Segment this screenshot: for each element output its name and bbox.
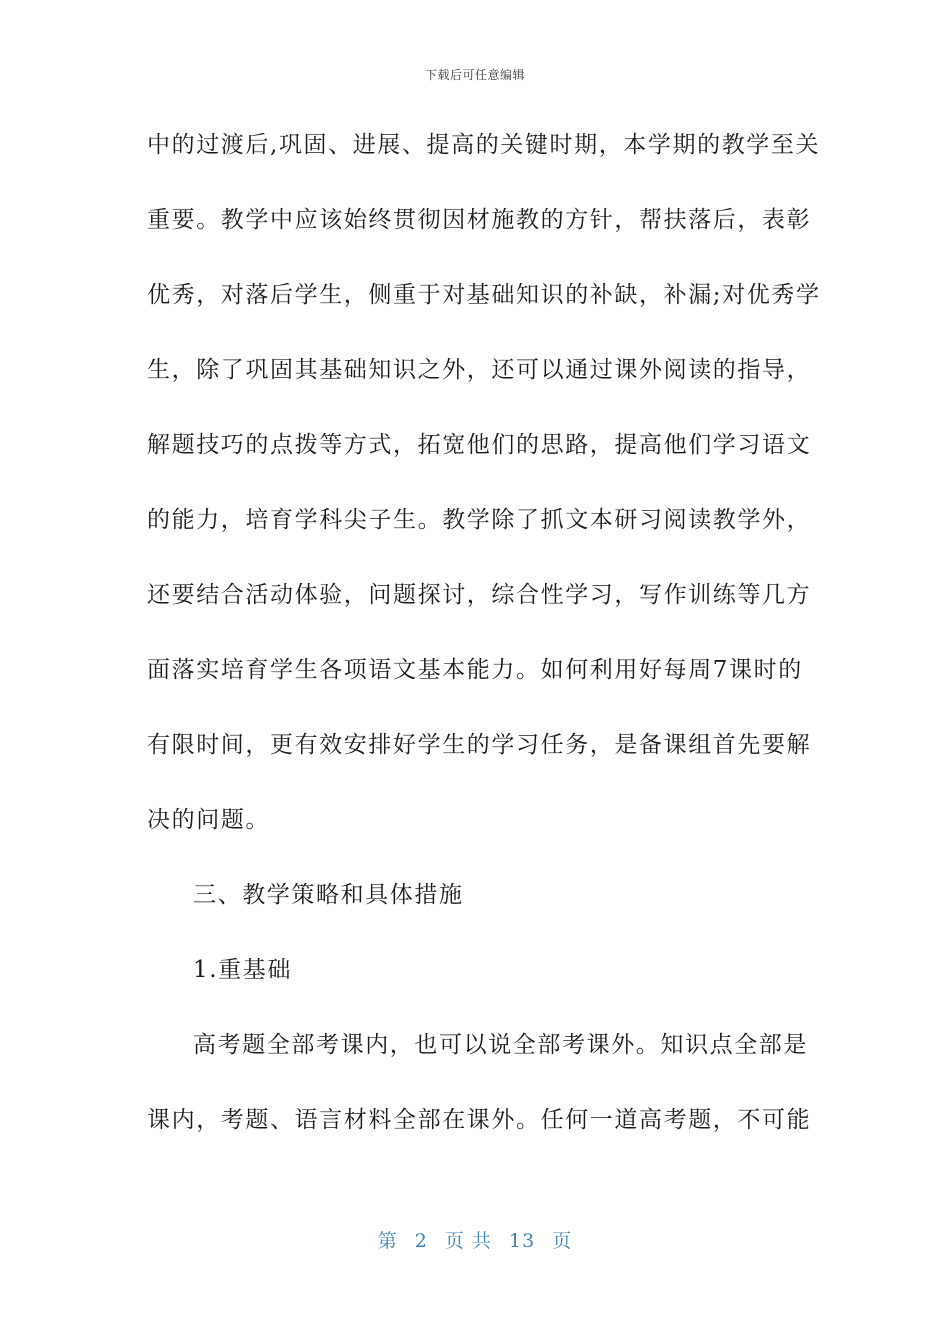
section-heading: 三、教学策略和具体措施 (193, 882, 464, 908)
paragraph-line: 的能力，培育学科尖子生。教学除了抓文本研习阅读教学外， (147, 507, 812, 533)
subheading: 1.重基础 (193, 957, 292, 983)
footer-suffix: 页 (552, 1230, 573, 1252)
paragraph-line: 课内，考题、语言材料全部在课外。任何一道高考题，不可能 (147, 1107, 812, 1133)
paragraph-line: 决的问题。 (147, 807, 270, 833)
paragraph-line: 有限时间，更有效安排好学生的学习任务，是备课组首先要解 (147, 732, 812, 758)
header-note: 下载后可任意编辑 (424, 68, 525, 82)
paragraph-line: 解题技巧的点拨等方式，拓宽他们的思路，提高他们学习语文 (147, 432, 812, 458)
paragraph-line: 中的过渡后,巩固、进展、提高的关键时期，本学期的教学至关 (147, 132, 821, 158)
paragraph-line: 重要。教学中应该始终贯彻因材施教的方针，帮扶落后，表彰 (147, 207, 812, 233)
paragraph-line: 高考题全部考课内，也可以说全部考课外。知识点全部是 (193, 1032, 808, 1058)
footer-middle: 页 共 (444, 1230, 492, 1252)
footer-prefix: 第 (377, 1230, 398, 1252)
paragraph-line: 面落实培育学生各项语文基本能力。如何利用好每周7课时的 (147, 657, 803, 683)
paragraph-line: 还要结合活动体验，问题探讨，综合性学习，写作训练等几方 (147, 582, 812, 608)
footer-total-pages: 13 (509, 1230, 536, 1252)
page-footer (0, 1226, 950, 1253)
paragraph-line: 优秀，对落后学生，侧重于对基础知识的补缺，补漏;对优秀学 (147, 282, 821, 308)
footer-page-number: 2 (414, 1230, 428, 1252)
paragraph-line: 生，除了巩固其基础知识之外，还可以通过课外阅读的指导， (147, 357, 812, 383)
